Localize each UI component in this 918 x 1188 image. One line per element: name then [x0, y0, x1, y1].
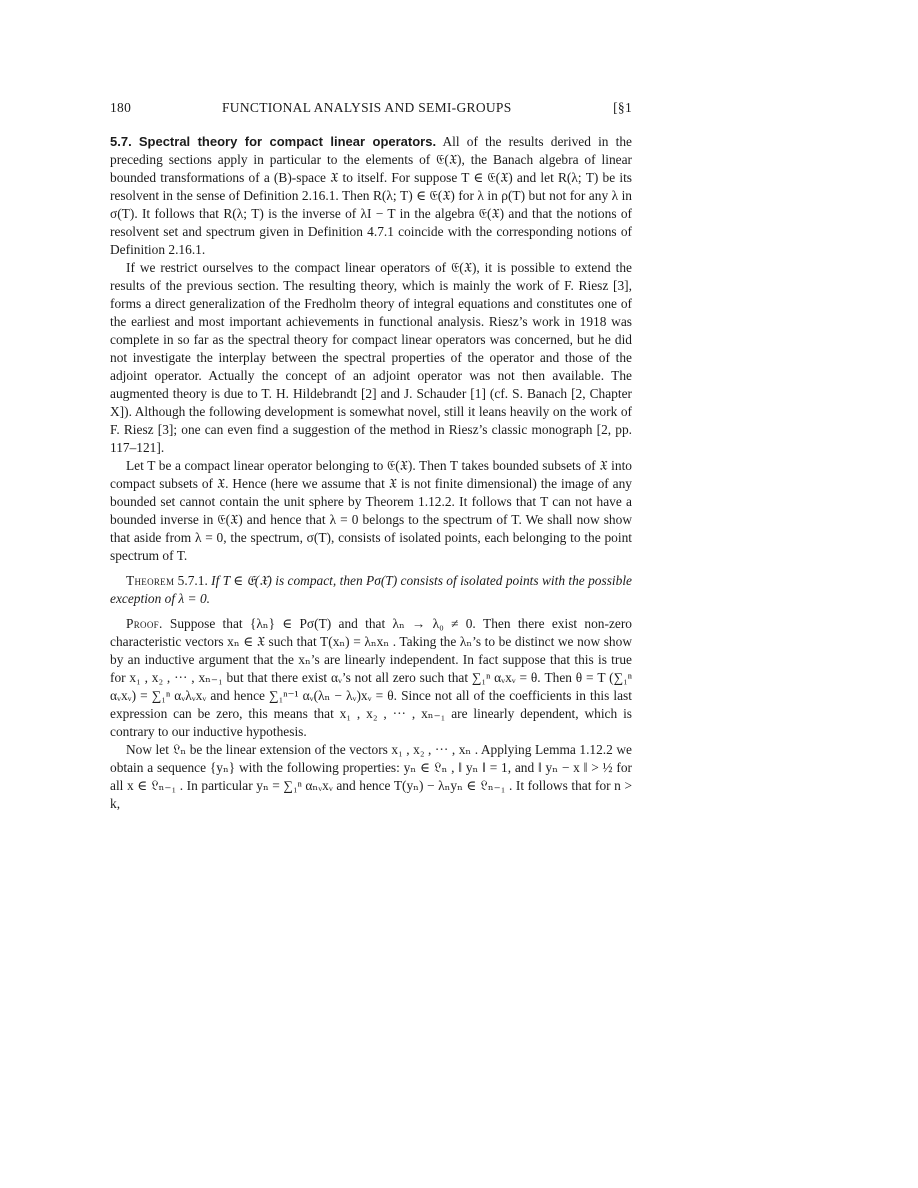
proof-label: Proof. — [126, 616, 163, 631]
paragraph-1 — [110, 133, 632, 259]
proof-paragraph — [110, 615, 632, 741]
page-number: 180 — [110, 100, 132, 115]
proof-paragraph-2: Now let 𝔏ₙ be the linear extension of the vectors x₁ , x₂ , ··· , xₙ . Applying Lemma 1.12.2 we obtain a sequence {yₙ} with the following properties: yₙ ∈ 𝔏ₙ , ‖ yₙ ‖ = 1, and ‖ yₙ − x ‖ > ½ for all x ∈ 𝔏ₙ₋₁ . In particular yₙ = ∑₁ⁿ αₙᵥxᵥ and hence T(yₙ) − λₙyₙ ∈ 𝔏ₙ₋₁ . It follows that for n > k, — [110, 742, 632, 811]
proof-text: Suppose that {λₙ} ∈ Pσ(T) and that λₙ → λ₀ ≠ 0. Then there exist non-zero characteristic vectors xₙ ∈ 𝔛 such that T(xₙ) = λₙxₙ . Taking the λₙ’s to be distinct we now show by an inductive argument that the xₙ’s are linearly independent. In fact suppose that this is true for x₁ , x₂ , ··· , xₙ₋₁ but that there exist αᵥ’s not all zero such that ∑₁ⁿ αᵥxᵥ = θ. Then θ = T (∑₁ⁿ αᵥxᵥ) = ∑₁ⁿ αᵥλᵥxᵥ and hence ∑₁ⁿ⁻¹ αᵥ(λₙ − λᵥ)xᵥ = θ. Since not all of the coefficients in this last expression can be zero, this means that x₁ , x₂ , ··· , xₙ₋₁ are linearly dependent, which is contrary to our inductive hypothesis. — [110, 616, 632, 739]
theorem-statement: If T ∈ 𝔈(𝔛) is compact, then Pσ(T) consists of isolated points with the possible exception of λ = 0. — [110, 573, 632, 606]
theorem-number: 5.7.1. — [177, 573, 208, 588]
running-header — [110, 100, 632, 118]
paragraph-1-text: All of the results derived in the preceding sections apply in particular to the elements of 𝔈(𝔛), the Banach algebra of linear bounded transformations of a (B)-space 𝔛 to itself. For suppose T ∈ 𝔈(𝔛) and let R(λ; T) be its resolvent in the sense of Definition 2.16.1. Then R(λ; T) ∈ 𝔈(𝔛) for λ in ρ(T) but not for any λ in σ(T). It follows that R(λ; T) is the inverse of λI − T in the algebra 𝔈(𝔛) and that the notions of resolvent set and spectrum given in Definition 4.7.1 coincide with the corresponding notions of Definition 2.16.1. — [110, 134, 633, 257]
running-title: FUNCTIONAL ANALYSIS AND SEMI-GROUPS — [222, 100, 512, 115]
page-body — [110, 133, 632, 813]
paragraph-2: If we restrict ourselves to the compact linear operators of 𝔈(𝔛), it is possible to extend the results of the previous section. The resulting theory, which is mainly the work of F. Riesz [3], forms a direct generalization of the Fredholm theory of integral equations and constitutes one of the earliest and most important achievements in functional analysis. Riesz’s work in 1918 was complete in so far as the spectral theory for compact linear operators was concerned, but he did not investigate the interplay between the spectral properties of the operator and those of the adjoint operator. Actually the concept of an adjoint operator was not then available. The augmented theory is due to T. H. Hildebrandt [2] and J. Schauder [1] (cf. S. Banach [2, Chapter X]). Although the following development is somewhat novel, still it leans heavily on the work of F. Riesz [3]; one can even find a suggestion of the method in Riesz’s classic monograph [2, pp. 117–121]. — [110, 260, 632, 455]
section-number: 5.7. — [110, 134, 132, 149]
theorem-label: Theorem — [126, 573, 175, 588]
book-page — [110, 100, 632, 813]
theorem-5-7-1 — [110, 572, 632, 608]
section-mark: [§1 — [613, 100, 632, 115]
section-title: Spectral theory for compact linear operators. — [138, 134, 437, 149]
paragraph-3: Let T be a compact linear operator belonging to 𝔈(𝔛). Then T takes bounded subsets of 𝔛 into compact subsets of 𝔛. Hence (here we assume that 𝔛 is not finite dimensional) the image of any bounded set cannot contain the unit sphere by Theorem 1.12.2. It follows that T can not have a bounded inverse in 𝔈(𝔛) and hence that λ = 0 belongs to the spectrum of T. We shall now show that aside from λ = 0, the spectrum, σ(T), consists of isolated points, each belonging to the point spectrum of T. — [110, 458, 632, 563]
